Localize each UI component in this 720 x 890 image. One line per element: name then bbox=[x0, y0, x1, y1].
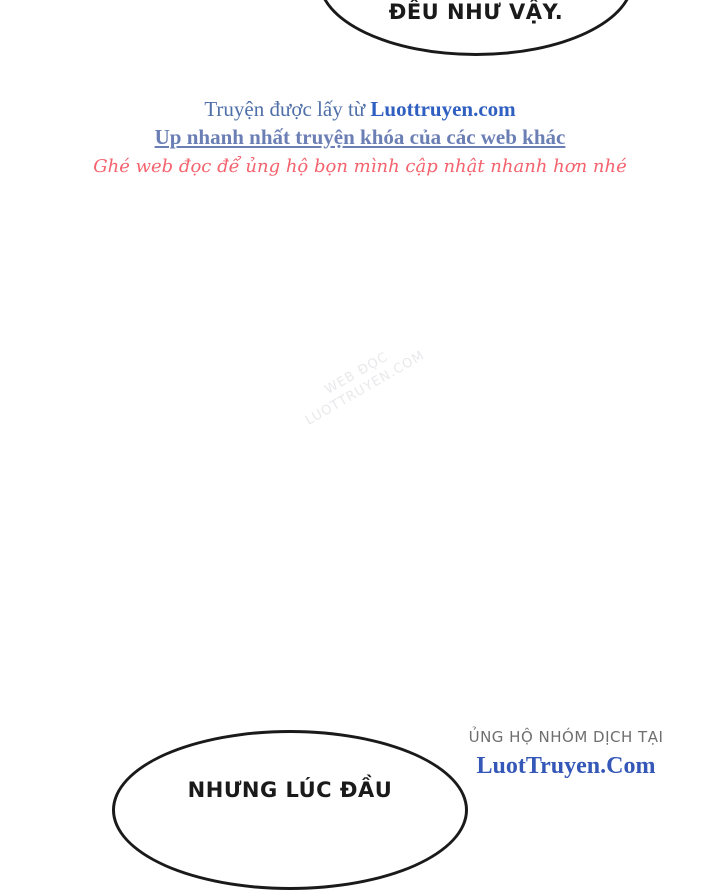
speech-bubble-bottom-text: NHƯNG LÚC ĐẦU bbox=[187, 778, 393, 802]
speech-bubble-bottom bbox=[112, 730, 468, 890]
support-credit-site[interactable]: LuotTruyen.Com bbox=[476, 753, 656, 779]
speech-bubble-top-text: ĐỀU NHƯ VẬY. bbox=[388, 0, 564, 24]
promo-site-brand[interactable]: Luottruyen.com bbox=[370, 97, 516, 121]
promo-line-support: Ghé web đọc để ủng hộ bọn mình cập nhật nhanh hơn nhé bbox=[93, 156, 627, 177]
promo-line-source-prefix: Truyện được lấy từ bbox=[204, 97, 371, 121]
support-credit bbox=[436, 728, 696, 780]
promo-block bbox=[0, 96, 720, 182]
promo-line-source bbox=[0, 96, 720, 122]
promo-line-fastest[interactable]: Up nhanh nhất truyện khóa của các web khác bbox=[154, 125, 566, 149]
page-watermark: WEB ĐỌC LUOTTRUYEN.COM bbox=[303, 348, 428, 429]
support-credit-label: ỦNG HỘ NHÓM DỊCH TẠI bbox=[468, 728, 664, 746]
